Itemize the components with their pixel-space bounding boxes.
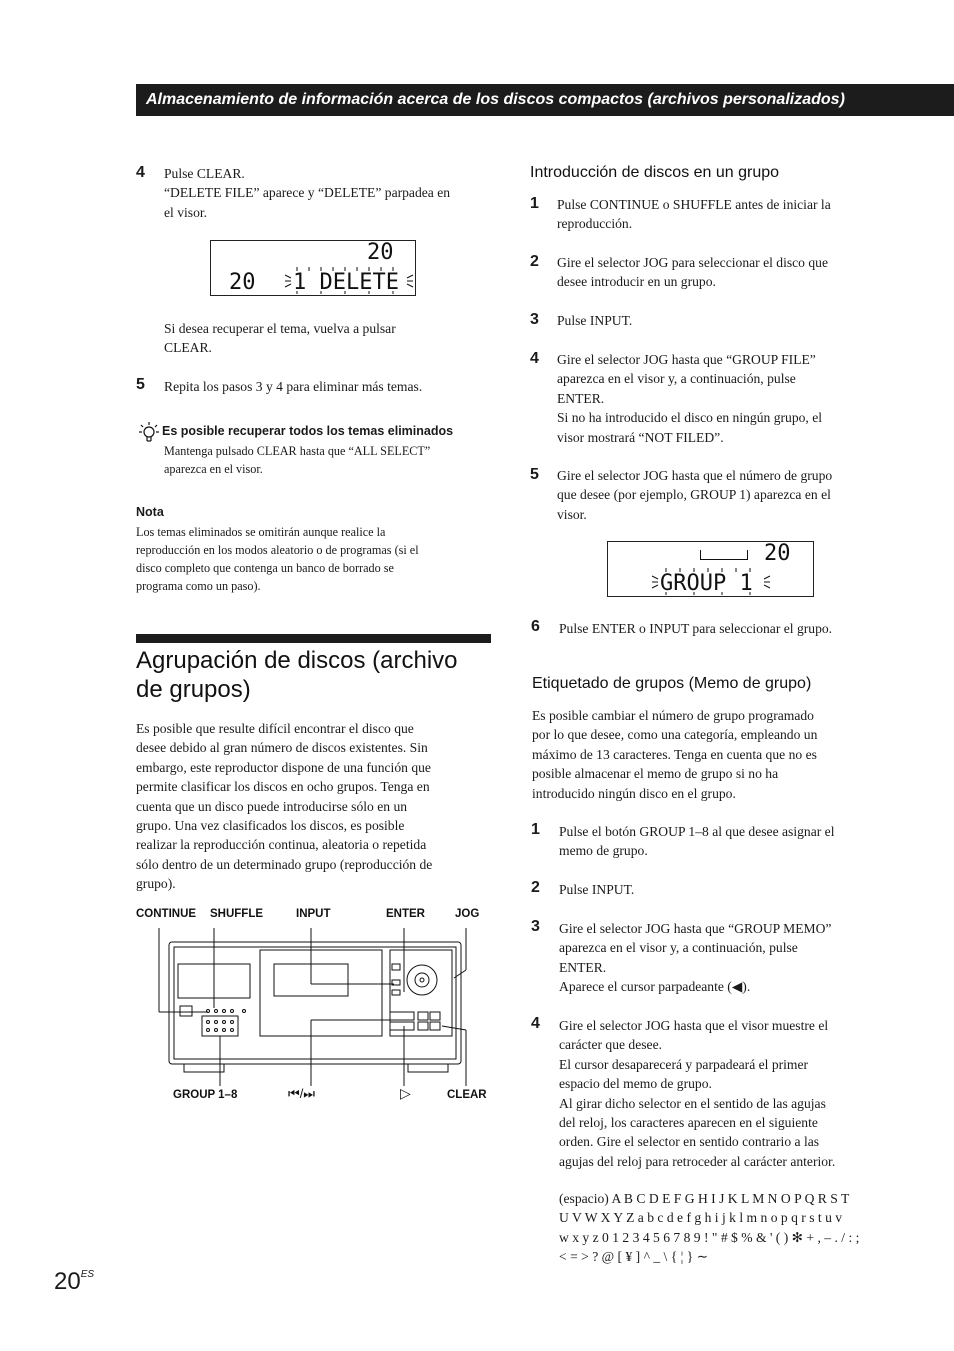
lcd-display-delete: [210, 240, 416, 296]
text-line: El cursor desaparecerá y parpadeará el primer: [559, 1056, 809, 1072]
section-rule: [136, 634, 491, 643]
text-line: sólo dentro de un determinado grupo (reproducción de: [136, 856, 433, 872]
title-line: Agrupación de discos (archivo: [136, 647, 458, 674]
step-text: [557, 253, 897, 292]
text-line: grupo).: [136, 876, 176, 892]
text-line: posible almacenar el memo de grupo si no ha: [532, 766, 779, 782]
text-line: por lo que desee, como una categoría, empleando un: [532, 727, 818, 743]
text-line: (espacio) A B C D E F G H I J K L M N O P Q R S T: [559, 1191, 850, 1206]
text-line: Si no ha introducido el disco en ningún grupo, el: [557, 410, 823, 426]
text-line: Al girar dicho selector en el sentido de las agujas: [559, 1095, 826, 1111]
text-line: cuenta que un disco puede introducirse sólo en un: [136, 798, 408, 814]
label-jog: JOG: [455, 908, 480, 920]
text-line: grupo. Una vez clasificados los discos, es posible: [136, 818, 405, 834]
label-input: INPUT: [296, 908, 331, 920]
step-number: 3: [530, 311, 539, 328]
text-line: visor.: [557, 506, 587, 522]
text-line: Gire el selector JOG hasta que el visor muestre el: [559, 1018, 829, 1033]
text-line: disco completo que contenga un banco de borrado se: [136, 561, 394, 575]
text-line: Aparece el cursor parpadeante (◀).: [559, 979, 751, 995]
tip-text: [164, 442, 494, 478]
step-line: “DELETE FILE” aparece y “DELETE” parpadea en: [164, 185, 451, 201]
text-line: Gire el selector JOG hasta que el número de grupo: [557, 468, 833, 483]
step-number: 1: [530, 195, 539, 212]
text-line: Gire el selector JOG para seleccionar el disco que: [557, 255, 828, 270]
label-play: ▷: [400, 1085, 411, 1101]
text-line: realizar la reproducción continua, aleatoria o repetida: [136, 837, 427, 853]
lcd-top-number: 20: [764, 541, 791, 566]
step-text: Pulse ENTER o INPUT para seleccionar el grupo.: [559, 621, 833, 636]
memo-paragraph: [532, 706, 892, 803]
text-line: Pulse el botón GROUP 1–8 al que desee asignar el: [559, 824, 835, 839]
text-line: ENTER.: [557, 390, 605, 406]
cd-player-diagram: [136, 920, 496, 1090]
page-number-suffix: ES: [80, 1269, 95, 1280]
step-number: 3: [531, 918, 540, 935]
text-line: programa como un paso).: [136, 579, 261, 593]
memo-title: Etiquetado de grupos (Memo de grupo): [532, 675, 812, 692]
text-line: aparezca en el visor.: [164, 462, 263, 476]
step-line: el visor.: [164, 204, 208, 220]
text-line: desee debido al gran número de discos existentes. Sin: [136, 740, 428, 756]
lcd-top-number: 20: [367, 240, 394, 265]
text-line: permite clasificar los discos en ocho grupos. Tenga en: [136, 779, 430, 795]
text-line: del reloj, los caracteres aparecen en el siguiente: [559, 1115, 818, 1131]
text-line: Los temas eliminados se omitirán aunque realice la: [136, 525, 386, 539]
label-continue: CONTINUE: [136, 908, 197, 920]
section-title: [136, 646, 496, 704]
text-line: aparezca en el visor y, a continuación, pulse: [559, 940, 798, 956]
text-line: espacio del memo de grupo.: [559, 1076, 712, 1092]
text-line: w x y z 0 1 2 3 4 5 6 7 8 9 ! " # $ % & ' ( ) ✻ + , – . / : ;: [559, 1229, 860, 1245]
blink-rays-icon: [650, 566, 772, 596]
note-text: [136, 523, 496, 595]
text-line: reproducción.: [557, 216, 633, 232]
text-line: Es posible que resulte difícil encontrar el disco que: [136, 721, 414, 736]
text-line: visor mostrará “NOT FILED”.: [557, 429, 724, 445]
text-line: Es posible cambiar el número de grupo programado: [532, 708, 814, 723]
lcd-disc-number: 20: [229, 270, 256, 295]
text-line: máximo de 13 caracteres. Tenga en cuenta que no es: [532, 746, 817, 762]
page-number-value: 20: [54, 1268, 81, 1295]
page-header: Almacenamiento de información acerca de los discos compactos (archivos personalizados): [136, 84, 954, 116]
text-line: Mantenga pulsado CLEAR hasta que “ALL SELECT”: [164, 444, 431, 458]
text-line: Gire el selector JOG hasta que “GROUP FILE”: [557, 352, 816, 367]
lcd-blinking-text: GROUP 1: [660, 571, 753, 596]
text-line: embargo, este reproductor dispone de una función que: [136, 759, 431, 775]
label-shuffle: SHUFFLE: [210, 908, 264, 920]
step-line: Pulse CLEAR.: [164, 166, 245, 181]
step-text: Repita los pasos 3 y 4 para eliminar más temas.: [164, 379, 423, 394]
text-line: Pulse INPUT.: [557, 313, 633, 328]
tip-lightbulb-icon: [137, 420, 161, 444]
text-line: < = > ? @ [ ¥ ] ^ _ \ { ¦ } ∼: [559, 1249, 709, 1265]
step-text: [557, 350, 897, 447]
step-number: 6: [531, 618, 540, 635]
step-text: [557, 311, 897, 330]
lcd-bracket: [700, 550, 748, 560]
step-text: [164, 164, 494, 222]
charset-list: [559, 1189, 899, 1267]
text-line: Si desea recuperar el tema, vuelva a pulsar: [164, 321, 396, 336]
step-text: [559, 919, 899, 997]
step-number: 2: [531, 879, 540, 896]
step-number: 1: [531, 821, 540, 838]
text-line: orden. Gire el selector en sentido contrario a las: [559, 1134, 820, 1150]
step-number: 4: [530, 350, 539, 367]
lcd-display-group: [607, 541, 814, 597]
text-line: memo de grupo.: [559, 843, 648, 859]
text-line: Pulse CONTINUE o SHUFFLE antes de iniciar la: [557, 197, 831, 212]
step-text: [559, 880, 899, 899]
lcd-blinking-text: 1 DELETE: [293, 270, 399, 295]
label-enter: ENTER: [386, 908, 425, 920]
step-number: 4: [136, 164, 145, 181]
title-line: de grupos): [136, 676, 251, 703]
text-line: CLEAR.: [164, 340, 212, 356]
label-skip: ⏮/⏭: [288, 1086, 316, 1101]
text-line: Pulse INPUT.: [559, 882, 635, 897]
text-line: aparezca en el visor y, a continuación, pulse: [557, 371, 796, 387]
text-line: carácter que desee.: [559, 1037, 663, 1053]
step-text: [557, 195, 897, 234]
step-text: [559, 1016, 899, 1171]
step-number: 5: [530, 466, 539, 483]
step-number: 2: [530, 253, 539, 270]
text-line: introducido ningún disco en el grupo.: [532, 785, 736, 801]
text-line: desee introducir en un grupo.: [557, 274, 716, 290]
page-number: [54, 1260, 94, 1297]
text-line: U V W X Y Z a b c d e f g h i j k l m n o p q r s t u v: [559, 1210, 843, 1226]
recover-note: [164, 319, 494, 358]
step-number: 5: [136, 376, 145, 393]
note-title: Nota: [136, 505, 164, 519]
label-clear: CLEAR: [447, 1089, 487, 1101]
step-text: [557, 466, 897, 524]
blink-rays-icon: [283, 265, 415, 295]
text-line: ENTER.: [559, 959, 607, 975]
intro-title: Introducción de discos en un grupo: [530, 164, 780, 181]
label-group: GROUP 1–8: [173, 1089, 238, 1101]
tip-title: Es posible recuperar todos los temas eliminados: [162, 424, 454, 438]
text-line: reproducción en los modos aleatorio o de programas (si el: [136, 543, 419, 557]
text-line: que desee (por ejemplo, GROUP 1) aparezca en el: [557, 487, 831, 503]
section-paragraph: [136, 719, 496, 894]
text-line: agujas del reloj para retroceder al carácter anterior.: [559, 1153, 836, 1169]
step-text: [559, 822, 899, 861]
step-number: 4: [531, 1015, 540, 1032]
text-line: Gire el selector JOG hasta que “GROUP MEMO”: [559, 921, 832, 936]
